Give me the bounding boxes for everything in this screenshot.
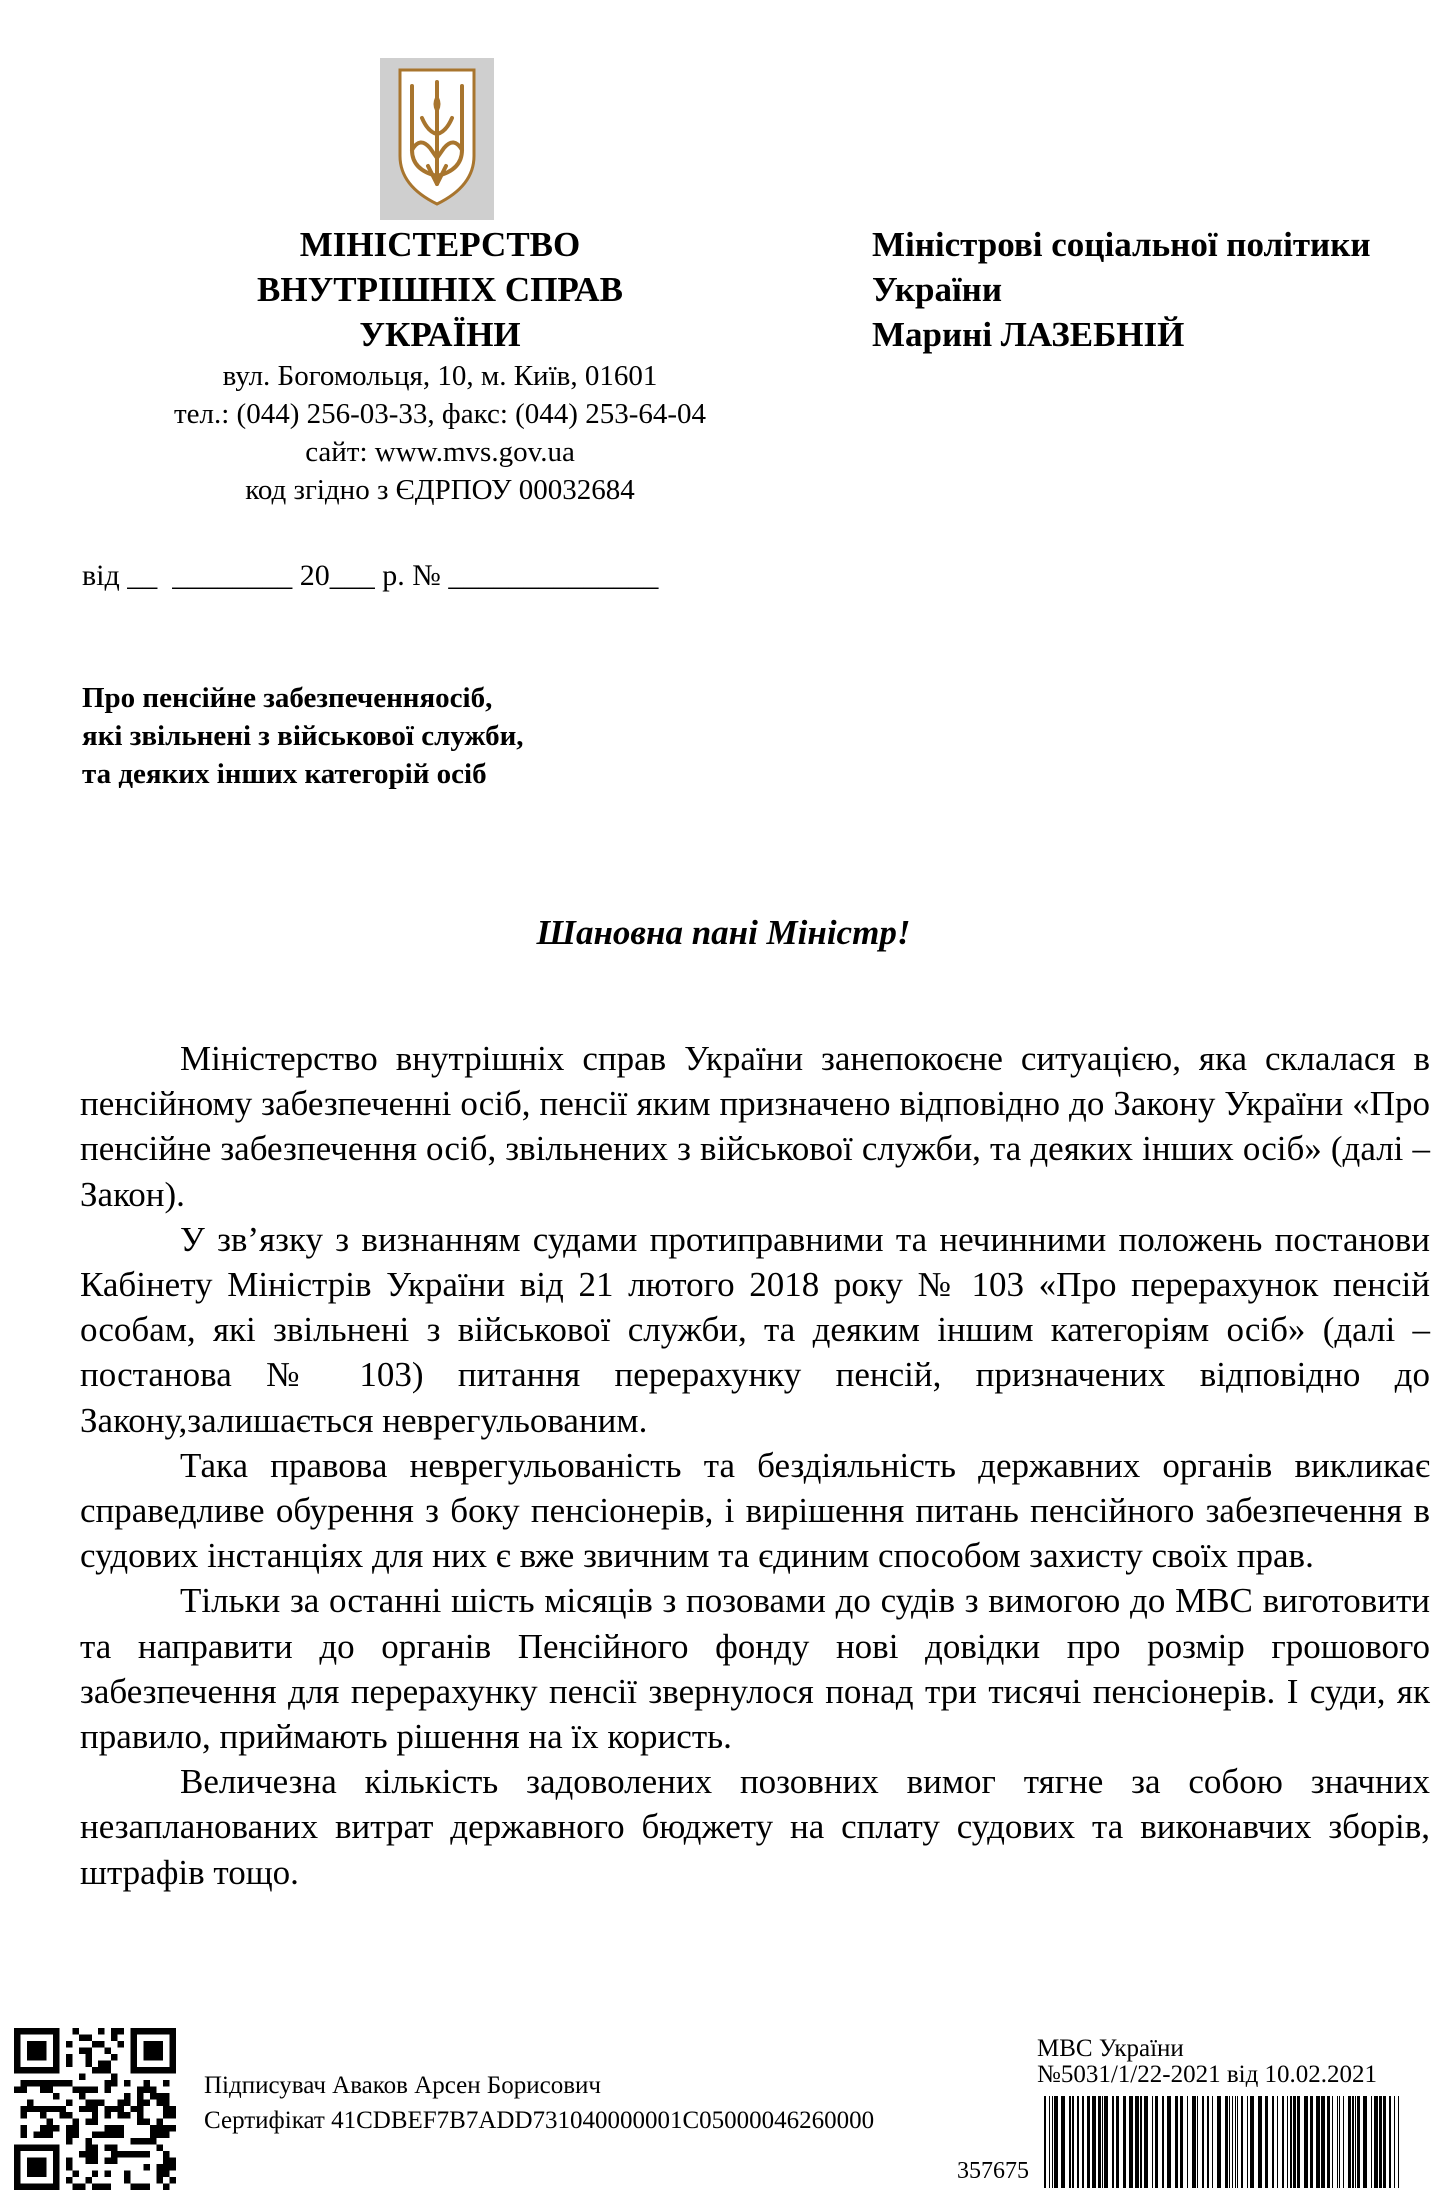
subject-line: які звільнені з військової служби, [82, 720, 524, 752]
signer-name: Підписувач Аваков Арсен Борисович [204, 2072, 601, 2099]
registration-number: №5031/1/22-2021 від 10.02.2021 [1037, 2061, 1378, 2088]
addressee-line: Марині ЛАЗЕБНІЙ [872, 315, 1185, 354]
ministry-edrpou: код згідно з ЄДРПОУ 00032684 [245, 474, 635, 506]
barcode-icon [1042, 2096, 1404, 2188]
registration-line: від __ ________ 20___ р. № ______________ [82, 559, 659, 592]
registration-org: МВС України [1037, 2035, 1184, 2062]
registration-stamp [1037, 2036, 1377, 2088]
addressee-block [872, 222, 1432, 357]
signer-info [204, 2068, 874, 2138]
ministry-phone: тел.: (044) 256-03-33, факс: (044) 253-64-04 [173, 398, 707, 430]
addressee-line: Міністрові соціальної політики [872, 225, 1371, 264]
ministry-address: вул. Богомольця, 10, м. Київ, 01601 [222, 360, 658, 392]
barcode [1042, 2096, 1404, 2188]
body-paragraph: Така правова неврегульованість та бездіяльність державних органів викликає справедливе обурення з боку пенсіонерів, і вирішення питань пенсійного забезпечення в судових інстанціях для них є вже звичним та єдиним способом захисту своїх прав. [80, 1445, 1430, 1576]
signer-certificate: Сертифікат 41CDBEF7B7ADD731040000001C05000046260000 [204, 2107, 875, 2134]
barcode-number: 357675 [957, 2158, 1029, 2184]
trident-emblem-icon [380, 58, 494, 220]
addressee-line: України [872, 270, 1003, 309]
coat-of-arms [380, 58, 494, 220]
ministry-site: сайт: www.mvs.gov.ua [305, 436, 575, 468]
letter-body [80, 1036, 1430, 1895]
subject-line: Про пенсійне забезпеченняосіб, [82, 682, 493, 714]
body-paragraph: У зв’язку з визнанням судами протиправними та нечинними положень постанови Кабінету Міністрів України від 21 лютого 2018 року № 103 «Про перерахунок пенсій особам, які звільнені з військової служби, та деяким іншим категоріям осіб» (далі – постанова № 103) питання перерахунку пенсій, призначених відповідно до Закону,залишається неврегульованим. [80, 1219, 1430, 1440]
body-paragraph: Міністерство внутрішніх справ України занепокоєне ситуацією, яка склалася в пенсійному забезпеченні осіб, пенсії яким призначено відповідно до Закону України «Про пенсійне забезпечення осіб, звільнених з військової служби, та деяких інших осіб» (далі – Закон). [80, 1039, 1430, 1214]
qr-code [14, 2028, 176, 2190]
letter-subject [82, 679, 782, 793]
qr-code-icon [14, 2028, 176, 2190]
ministry-header [130, 222, 750, 509]
ministry-name-line: ВНУТРІШНІХ СПРАВ [257, 270, 623, 309]
subject-line: та деяких інших категорій осіб [82, 758, 487, 790]
salutation: Шановна пані Міністр! [536, 913, 911, 952]
ministry-name-line: УКРАЇНИ [359, 315, 521, 354]
body-paragraph: Величезна кількість задоволених позовних вимог тягне за собою значних незапланованих витрат державного бюджету на сплату судових та виконавчих зборів, штрафів тощо. [80, 1762, 1430, 1892]
ministry-name-line: МІНІСТЕРСТВО [299, 225, 581, 264]
body-paragraph: Тільки за останні шість місяців з позовами до судів з вимогою до МВС виготовити та направити до органів Пенсійного фонду нові довідки про розмір грошового забезпечення для перерахунку пенсії звернулося понад три тисячі пенсіонерів. І суди, як правило, приймають рішення на їх користь. [80, 1581, 1430, 1757]
